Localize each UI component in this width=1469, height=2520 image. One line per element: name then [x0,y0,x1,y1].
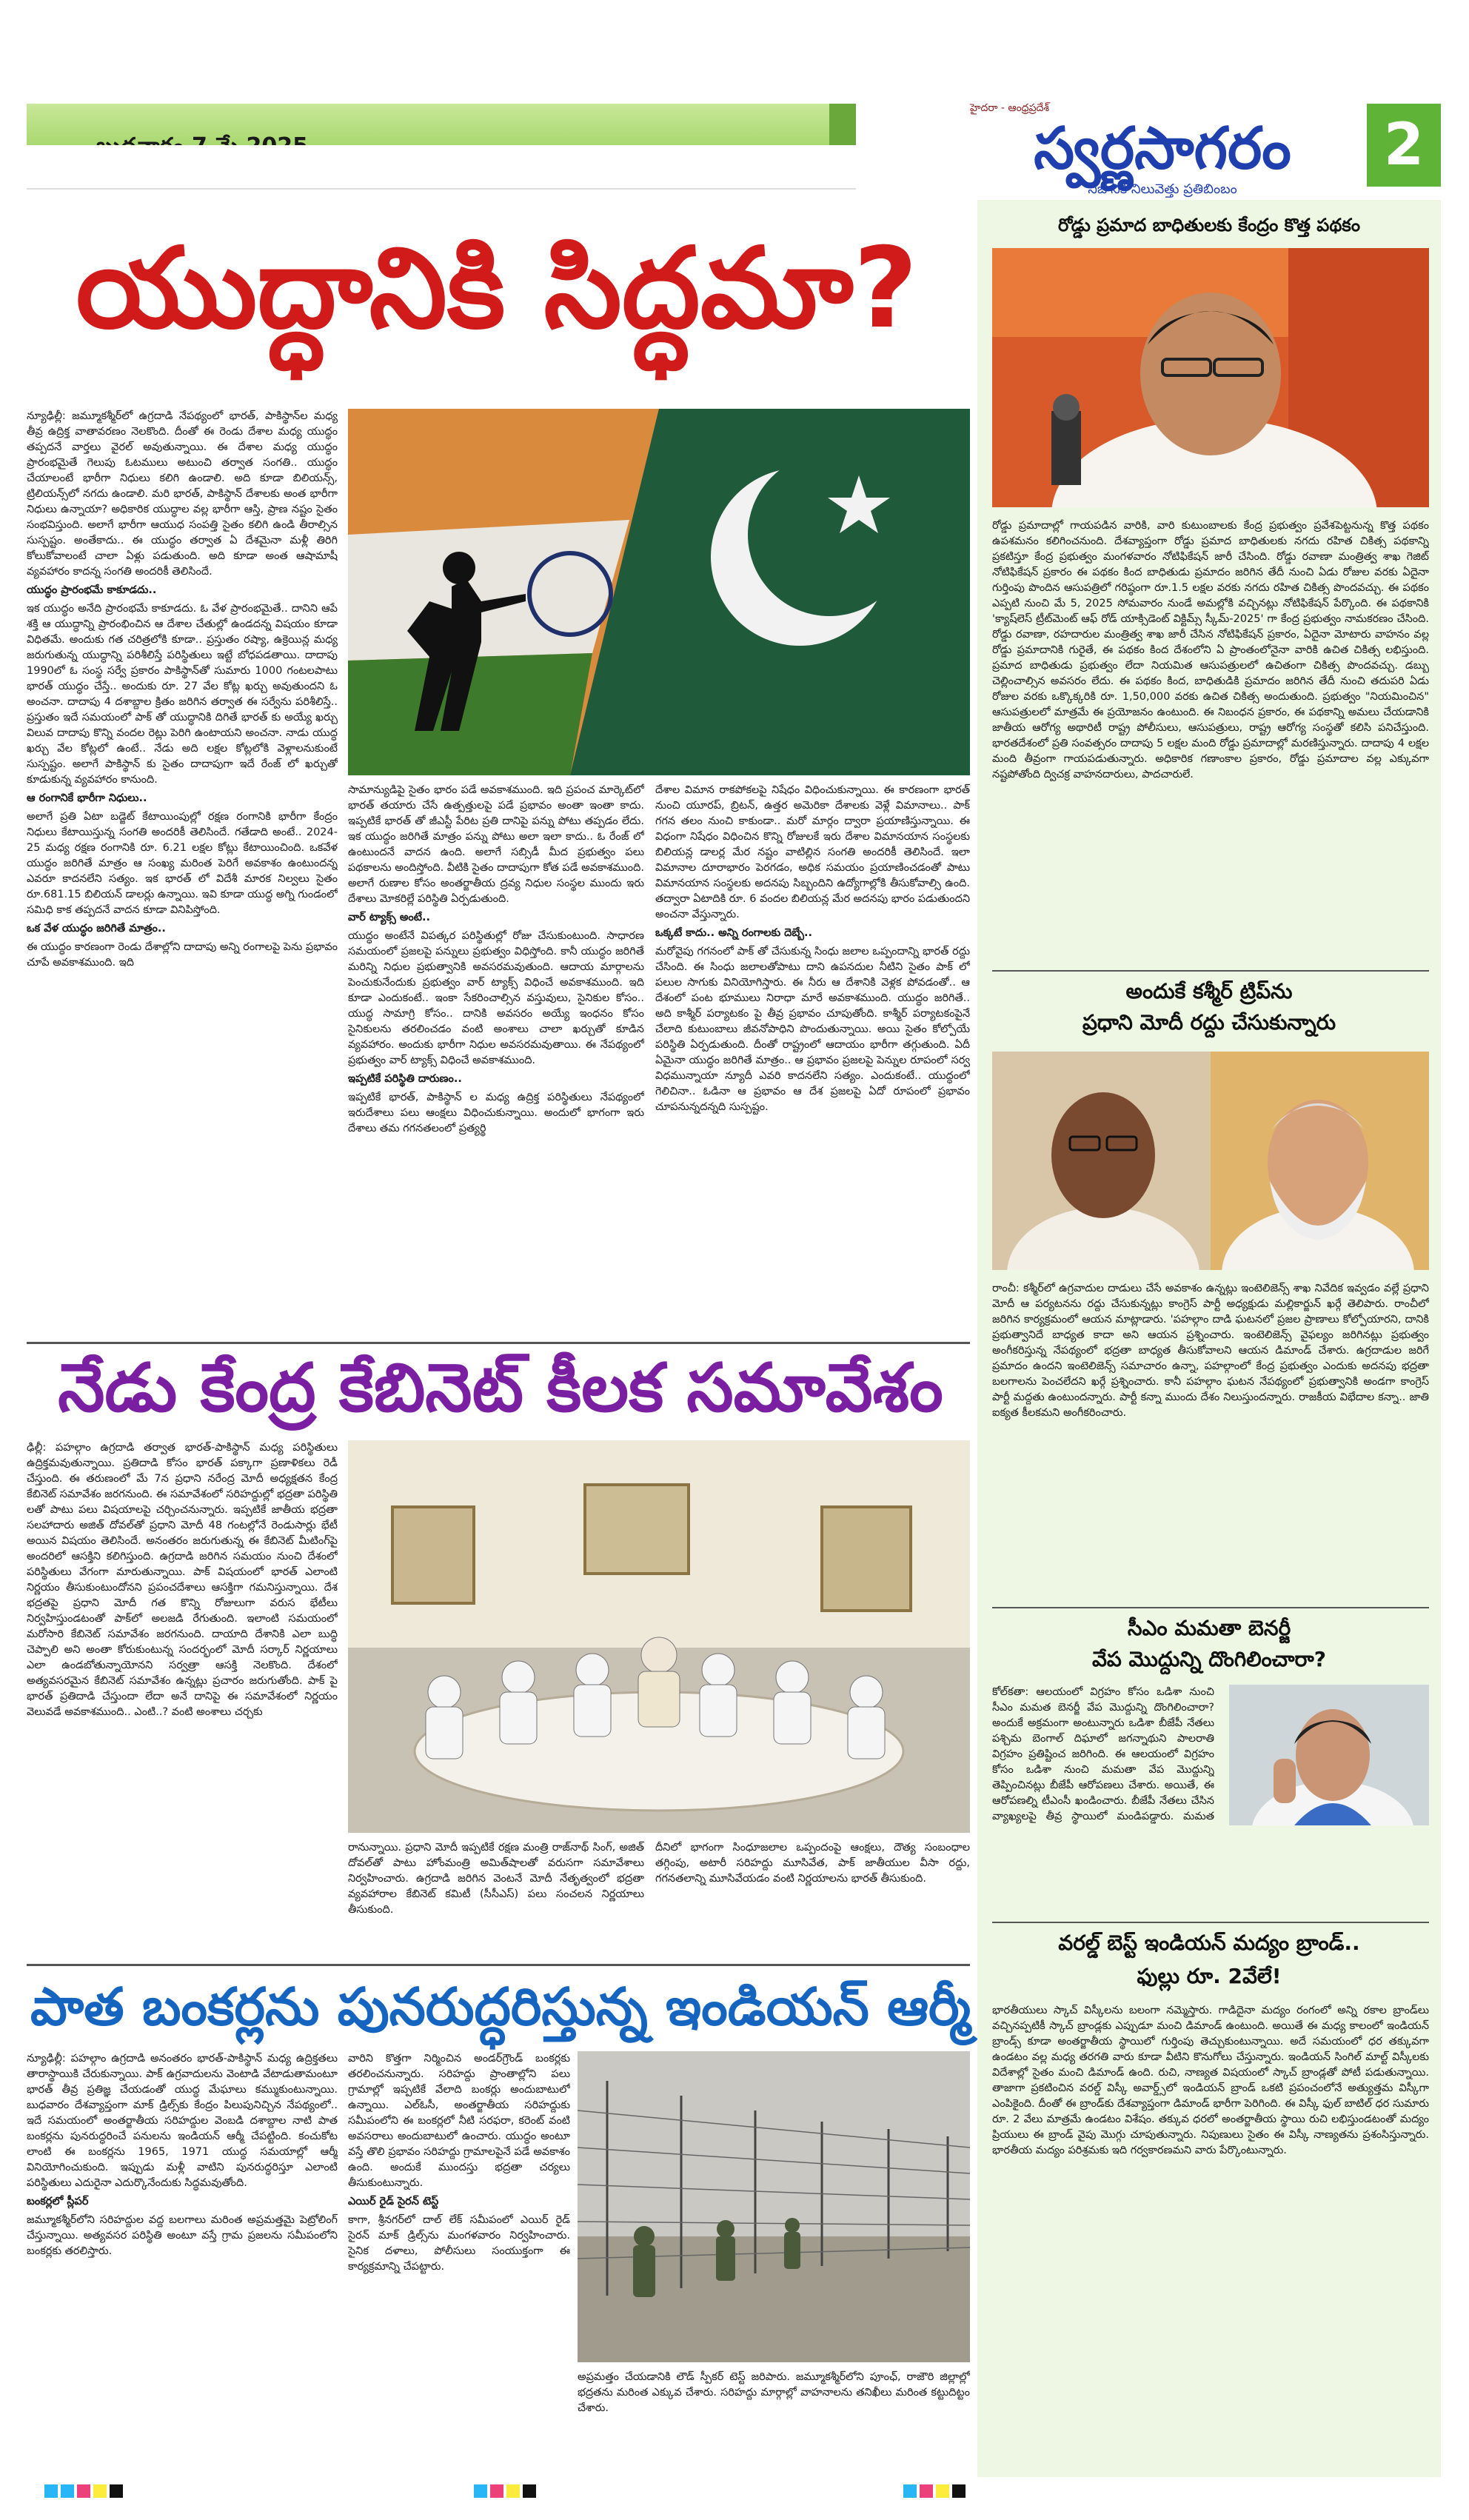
masthead-tagline: నిజానికి నిలువెత్తు ప్రతిబింబం [1088,181,1237,197]
masthead-top-line: హైదరా - ఆంధ్రప్రదేశ్ [970,102,1050,114]
sidebar-divider [992,970,1429,972]
story3-para: జమ్మూకశ్మీర్‌లోని సరిహద్దుల వద్ద బలగాలు మరింత అప్రమత్తమై పెట్రోలింగ్ చేస్తున్నాయి. అత్యవసర పరిస్థితి అంటూ వస్తే గ్రామ ప్రజలను సమీపంలోని బంకర్లకు తరలిస్తారు. [27,2214,338,2257]
whisky-story: భారతీయులు స్కాచ్ విస్కీలను బలంగా నమ్మెస్తారు. గాడిదైనా మద్యం రంగంలో అన్ని రకాల బ్రాండ్‌లు వచ్చినప్పటికీ స్కాచ్ బ్రాండ్లకు ఎప్పుడూ మంచి డిమాండ్ ఉంటుంది. అయితే ఈ మధ్య కాలంలో ఇండియన్ బ్రాండ్స్ కూడా అంతర్జాతీయ స్థాయిలో గుర్తింపు తెచ్చుకుంటున్నాయి. అదే సమయంలో ధర తక్కువగా ఉండటం వల్ల మధ్య తరగతి వారు కూడా వీటిని కొనుగోలు చేస్తున్నారు. ఇండియన్ సింగిల్ మాల్ట్ విస్కీలకు విదేశాల్లో సైతం మంచి డిమాండ్ ఉంది. రుచి, నాణ్యత విషయంలో స్కాచ్ బ్రాండ్లతో పోటీ పడుతున్నాయి. తాజాగా ప్రకటించిన వరల్డ్ విస్కీ అవార్డ్స్‌లో ఇండియన్ బ్రాండ్ ఒకటి ప్రపంచంలోనే అత్యుత్తమ విస్కీగా ఎంపికైంది. దీంతో ఈ బ్రాండ్‌కు దేశవ్యాప్తంగా డిమాండ్ భారీగా పెరిగింది. ఈ విస్కీ ఫుల్ బాటిల్ ధర సుమారు రూ. 2 వేలు మాత్రమే ఉండటం విశేషం. తక్కువ ధరలో అంతర్జాతీయ స్థాయి రుచి లభిస్తుండటంతో మద్యం ప్రియులు ఈ బ్రాండ్ వైపు మొగ్గు చూపుతున్నారు. నిపుణులు సైతం ఈ విస్కీ నాణ్యతను ప్రశంసిస్తున్నారు. భారతీయ మద్యం పరిశ్రమకు ఇది గర్వకారణమని వారు పేర్కొంటున్నారు. [992,2005,1429,2156]
sidebar-divider [992,1607,1429,1608]
mamata-headline-line2: వేప మొద్దున్ని దొంగిలించారా? [1091,1647,1327,1671]
header-underbar [27,145,856,190]
story1-para: సామాన్యుడిపై సైతం భారం పడే అవకాశముంది. ఇది ప్రపంచ మార్కెట్‌లో భారత్ తయారు చేసే ఉత్పత్తులపై పడే ప్రభావం అంతా ఇంతా కాదు. ఇప్పటికే భారత్ తో జీఎస్టీ పేరిట ప్రతి దానిపై పన్ను పోటు తప్పడం లేదు. ఇక యుద్ధం జరిగితే మాత్రం పన్ను పోటు అలా ఇలా కాదు.. ఓ రేంజ్ లో ఉంటుందనే వాదన ఉంది. అలాగే సబ్సిడీ మీద ప్రభుత్వం పలు పథకాలను అందిస్తోంది. వీటికి సైతం దాదాపుగా కోత పడే అవకాశముంది. అలాగే రుణాల కోసం అంతర్జాతీయ ద్రవ్య నిధుల సంస్థల ముందు ఇరు దేశాలు మోకరిల్లే పరిస్థితి ఏర్పడుతుంది. [348,784,644,905]
story3-para: వారిని కొత్తగా నిర్మించిన అండర్‌గ్రౌండ్ బంకర్లకు తరలించనున్నారు. సరిహద్దు ప్రాంతాల్లోని పలు గ్రామాల్లో ఇప్పటికే వేలాది బంకర్లు అందుబాటులో ఉన్నాయి. ఎల్ఓసీ, అంతర్జాతీయ సరిహద్దుకు సమీపంలోని ఈ బంకర్లలో నీటి సరఫరా, కరెంట్ వంటి అవసరాలు అందుబాటులో ఉంచారు. యుద్ధం అంటూ వస్తే తొలి ప్రభావం సరిహద్దు గ్రామాలపైనే పడే అవకాశం ఉంది. అందుకే ముందస్తు భద్రతా చర్యలు తీసుకుంటున్నారు. [348,2053,570,2189]
soldier-flags-photo [348,409,970,775]
story1-para: దేశాల విమాన రాకపోకలపై నిషేధం విధించుకున్నాయి. ఈ కారణంగా భారత్ నుంచి యూరప్, బ్రిటన్, ఉత్తర అమెరికా దేశాలకు వెళ్లే విమానాలు.. పాక్ గగన తలం నుంచి కాకుండా.. మరో మార్గం ద్వారా ప్రయాణిస్తున్నాయి. ఈ విధంగా నిషేధం విధించిన కొన్ని రోజులకే ఇరు దేశాల విమానయాన సంస్థలకు బిలియన్ల డాలర్ల మేర నష్టం వాటిల్లిన సంగతి అందరికీ తెలిసిందే. ఇలా విమానాల దూరాభారం పెరగడం, అధిక సమయం ప్రయాణించడంతో పాటు విమానయాన సంస్థలకు అదనపు సిబ్బందిని ఉద్యోగాల్లోకి తీసుకోవాల్సి ఉంది. తద్వారా ఏటాదికి రూ. 6 వందల బిలియన్ల మేర అదనపు భారం పడుతుందని అంచనా వేస్తున్నారు. [655,784,970,920]
story-divider [27,1342,970,1344]
road-accident-story: రోడ్డు ప్రమాదాల్లో గాయపడిన వారికి, వారి కుటుంబాలకు కేంద్ర ప్రభుత్వం ప్రవేశపెట్టనున్న కొత్త పథకం ఉపశమనం కలిగించనుంది. దేశవ్యాప్తంగా రోడ్డు ప్రమాద బాధితులకు నగదు రహిత చికిత్స పథకాన్ని ప్రకటిస్తూ కేంద్ర ప్రభుత్వం మంగళవారం నోటిఫికేషన్ జారీ చేసింది. రోడ్డు రవాణా మంత్రిత్వ శాఖ గెజిట్ నోటిఫికేషన్ ప్రకారం ఈ పథకం కింద బాధితుడు ప్రమాదం జరిగిన తేదీ నుంచి ఏడు రోజుల వరకు ఏదైనా గుర్తింపు పొందిన ఆసుపత్రిలో గరిష్ఠంగా రూ.1.5 లక్షల వరకు నగదు రహిత చికిత్స పొందవచ్చు. ఈ పథకం ఎప్పటి నుంచి మే 5, 2025 సోమవారం నుండే అమల్లోకి వచ్చినట్లు నోటిఫికేషన్ పేర్కొంది. ఈ పథకానికి 'క్యాష్‌లెస్ ట్రీట్‌మెంట్ ఆఫ్ రోడ్ యాక్సిడెంట్ విక్టిమ్స్ స్కీమ్-2025' గా కేంద్ర ప్రభుత్వం నామకరణం చేసింది. రోడ్డు రవాణా, రహదారుల మంత్రిత్వ శాఖ జారీ చేసిన నోటిఫికేషన్ ప్రకారం, ఏదైనా మోటారు వాహనం వల్ల రోడ్డు ప్రమాదానికి గురైతే, ఈ పథకం కింద దేశంలోని ఏ ప్రాంతంలోనైనా వారికి ఉచిత చికిత్స లభిస్తుంది. ప్రమాద బాధితుడు ప్రభుత్వం లేదా నియమిత ఆసుపత్రులలో ఉచితంగా చికిత్స పొందవచ్చు. డబ్బు చెల్లించాల్సిన అవసరం లేదు. ఈ పథకం కింద, బాధితుడికి ప్రమాదం జరిగిన తేదీ నుంచి తదుపరి ఏడు రోజుల వరకు ఒక్కొక్కరికి రూ. 1,50,000 వరకు ఉచిత చికిత్స అందుతుంది. ప్రభుత్వం "నియమించిన" ఆసుపత్రులలో మాత్రమే ఈ ప్రయోజనం ఉంటుంది. ఈ నిబంధన ప్రకారం, ఈ పథకాన్ని అమలు చేయడానికి జాతీయ ఆరోగ్య అథారిటీ రాష్ట్ర పోలీసులు, ఆసుపత్రులు, రాష్ట్ర ఆరోగ్య సంస్థతో కలిసి పనిచేస్తుంది. భారతదేశంలో ప్రతి సంవత్సరం దాదాపు 5 లక్షల మంది రోడ్డు ప్రమాదాల్లో మరణిస్తున్నారు. దాదాపు 4 లక్షల మంది తీవ్రంగా గాయపడుతున్నారు. అధికారిక గణాంకాల ప్రకారం, రోడ్డు ప్రమాదాల వల్ల ఎక్కువగా నష్టపోతోంది ద్విచక్ర వాహనదారులు, పాదచారులే. [992,520,1429,781]
story3-column-3: అప్రమత్తం చేయడానికి లౌడ్ స్పీకర్ టెస్ట్ జరిపారు. జమ్మూకశ్మీర్‌లోని పూంఛ్, రాజౌరి జిల్లాల్లో భద్రతను మరింత ఎక్కువ చేశారు. సరిహద్దు మార్గాల్లో వాహనాలను తనిఖీలు మరింత కట్టుదిట్టం చేశారు. [578,2371,970,2414]
story1-para: ఇప్పటికే భారత్, పాకిస్థాన్ ల మధ్య ఉద్రిక్త పరిస్థితులు నేపథ్యంలో ఇరుదేశాలు పలు ఆంక్షలు విధించుకున్నాయి. అందులో భాగంగా ఇరు దేశాలు తమ గగనతలంలో ప్రత్యర్థి [348,1092,644,1134]
bunker-headline: పాత బంకర్లను పునరుద్ధరిస్తున్న ఇండియన్ ఆర్మీ [30,1976,971,2037]
story3-subhead: బంకర్లలో స్లీపర్ [27,2196,89,2207]
story3-column-1 [27,2051,338,2462]
mamata-headline-line1: సీఎం మమతా బెనర్జీ [1127,1616,1291,1640]
kashmir-trip-headline-line2: ప్రధాని మోదీ రద్దు చేసుకున్నారు [1082,1010,1336,1035]
story1-subhead: వార్ ట్యాక్స్ అంటే.. [348,912,430,923]
whisky-headline-line2: ఫుల్లు రూ. 2వేలే! [1137,1964,1282,1988]
sidebar-divider [992,1922,1429,1923]
story1-column-1 [27,409,338,1342]
story1-para: న్యూఢిల్లీ: జమ్మూకశ్మీర్‌లో ఉగ్రదాడి నేపథ్యంలో భారత్, పాకిస్థాన్‌ల మధ్య తీవ్ర ఉద్రిక్త వాతావరణం నెలకొంది. దీంతో ఈ రెండు దేశాల మధ్య యుద్ధం తప్పదనే వార్తలు వైరల్ అవుతున్నాయి. ఈ దేశాల మధ్య యుద్ధం ప్రారంభమైతే గెలుపు ఓటములు అటుంచి తర్వాత సంగతి.. యుద్ధం చేయాలంటే భారీగా నిధులు కలిగి ఉండాలి. అది కూడా బిలియన్స్, ట్రిలియన్స్‌లో నగదు ఉండాలి. మరి భారత్, పాకిస్థాన్ దేశాలకు అంత భారీగా నిధులు ఉన్నాయా? అధికారిక యుద్ధాల వల్ల భారీగా ఆస్తి, ప్రాణ నష్టం సైతం సంభవిస్తుంది. అలాగే భారీగా ఆయుధ సంపత్తి సైతం కలిగి ఉండి తీరాల్సిన సుస్పష్టం. అంతేకాదు.. ఈ యుద్ధం తర్వాత ఏ దేశమైనా మళ్లీ తిరిగి కోలుకోవాలంటే చాలా ఏళ్లు పడుతుంది. అది కూడా అంత ఆషామాషీ వ్యవహారం కాదన్న సంగతి అందరికీ తెలిసిందే. [27,410,338,578]
mamata-photo [1229,1685,1429,1825]
story1-subhead: ఒక్కటే కాదు.. అన్ని రంగాలకు దెబ్బే.. [655,927,813,939]
mamata-story-part1: కోల్‌కతా: ఆలయంలో విగ్రహం కోసం ఒడిశా నుంచి సీఎం మమత బెనర్జీ వేప మొద్దున్ని దొంగిలించారా? అందుకే అక్రమంగా అంటున్నారు ఒడిశా బీజేపీ నేతలు పశ్చిమ బెంగాల్ దిఘాలో జగన్నాథుని పాలరాతి విగ్రహం ప్రతిష్టించ జరిగింది. ఈ ఆలయంలో విగ్రహం కోసం ఒడిశా నుంచి మమతా వేప మొద్దున్ని తెప్పించినట్లు బీజేపీ ఆరోపణలు చేశారు. అయితే, ఈ ఆరోపణల్ని టీఎంసీ ఖండించారు. బీజేపీ నేతలు చేసిన వ్యాఖ్యలపై తీవ్ర స్థాయిలో మండిపడ్డారు. మమత [992,1686,1214,1822]
story1-para: ఈ యుద్ధం కారణంగా రెండు దేశాల్లోని దాదాపు అన్ని రంగాలపై పెను ప్రభావం చూపే అవకాశముంది. ఇది [27,941,338,969]
header-bar-accent [829,104,856,145]
whisky-headline-line1: వరల్డ్ బెస్ట్ ఇండియన్ మద్యం బ్రాండ్.. [1058,1931,1360,1955]
story1-subhead: యుద్ధం ప్రారంభమే కాకూడదు.. [27,584,157,596]
story1-para: యుద్ధం అంటేనే విపత్కర పరిస్థితుల్లో రోజు చేసుకుంటుంది. సాధారణ సమయంలో ప్రజలపై పన్నులు ప్రభుత్వం విధిస్తోంది. కానీ యుద్ధం జరిగితే మరిన్ని నిధుల ప్రభుత్వానికి అవసరమవుతుంది. ఆదాయ మార్గాలను పెంచుకునేందుకు ప్రభుత్వం వార్ ట్యాక్స్ విధించే అవకాశముంది. ఇది కూడా ఎందుకంటే.. ఇంకా సేకరించాల్సిన వస్తువులు, సైనికుల కోసం.. యుద్ధ సామాగ్రి కోసం.. దానికి అవసరం అయ్యే ఇంధనం కోసం సైనికులను తరలించడం వంటి అంశాలు చాలా ఖర్చుతో కూడిన వ్యవహారం. అందుకు భారీగా నిధుల అవసరమవుతాయి. ఈ నేపథ్యంలో ప్రభుత్వం వార్ ట్యాక్స్ విధించే అవకాశముంది. [348,930,644,1066]
story1-subhead: ఆ రంగానికే భారీగా నిధులు.. [27,792,147,804]
print-color-marks-right [903,2484,968,2501]
kashmir-trip-story: రాంచీ: కశ్మీర్‌లో ఉగ్రవాదుల దాడులు చేసే అవకాశం ఉన్నట్లు ఇంటెలిజెన్స్ శాఖ నివేదిక ఇవ్వడం వల్లే ప్రధాని మోదీ ఆ పర్యటనను రద్దు చేసుకున్నట్లు కాంగ్రెస్ పార్టీ అధ్యక్షుడు మల్లికార్జున్ ఖర్గే తెలిపారు. రాంచీలో జరిగిన కార్యక్రమంలో ఆయన మాట్లాడారు. 'పహల్గాం దాడి ఘటనలో ప్రజల ప్రాణాలు కోల్పోయారని, దానికి ప్రభుత్వానిదే బాధ్యత కాదా అని ఆయన ప్రశ్నించారు. ఇంటెలిజెన్స్ వైఫల్యం జరిగినట్లు ప్రభుత్వం అంగీకరిస్తున్న నేపథ్యంలో భద్రతా బాధ్యత తీసుకోవాలని ఆయన డిమాండ్ చేశారు. ఉగ్రదాడుల జరిగే ప్రమాదం ఉందని ఇంటెలిజెన్స్ సమాచారం ఉన్నా, పహల్గాంలో కేంద్ర ప్రభుత్వం ఎందుకు అదనపు భద్రతా బలగాలను పెంచలేదని ఖర్గే ప్రశ్నించారు. కానీ పహల్గాం ఘటన నేపథ్యంలో ప్రభుత్వానికి అండగా కాంగ్రెస్ పార్టీ మద్దతు ఉంటుందన్నారు. పార్టీ కన్నా ముందు దేశం నిలుస్తుందన్నారు. రాజకీయ విభేదాల కన్నా.. జాతి ఐక్యత కీలకమని అంగీకరించారు. [992,1283,1429,1419]
story1-para: ఇక యుద్ధం అనేది ప్రారంభమే కాకూడదు. ఓ వేళ ప్రారంభమైతే.. దానిని ఆపే శక్తి ఆ యుద్ధాన్ని ప్రారంభించిన ఆ దేశాల చేతుల్లో ఉండదన్న విషయం కూడా విధితమే. అందుకు గత చరిత్రలోకి కూడా.. ప్రస్తుతం రష్యా, ఉక్రెయిన్ల మధ్య జరుగుతున్న యుద్ధాన్ని పరిశీలిస్తే పరిస్థితులు ఇట్టే బోధపడతాయి. దాదాపు 1990లో ఓ సంస్థ సర్వే ప్రకారం పాకిస్థాన్‌తో సుమారు 1000 గంటలపాటు భారత్ యుద్ధం చేస్తే.. అందుకు రూ. 27 వేల కోట్ల ఖర్చు అవుతుందని ఓ అంచనా. దాదాపు 4 దశాబ్దాల క్రితం జరిగిన తర్వాత ఈ సర్వేను పరిశీలిస్తే.. ప్రస్తుతం ఇదే సమయంలో పాక్ తో యుద్ధానికి దిగితే భారత్ కు అయ్యే ఖర్చు విలువ దాదాపు కొన్ని వందల రెట్లు పెరిగి ఉంటాయని అంచనా. నాడు యుద్ధ ఖర్చు వేల కోట్లలో ఉంటే.. నేడు అది లక్షల కోట్లలోకి వెళ్లాలనుకుంటే సుస్పష్టం. అలాగే పాకిస్థాన్ కు సైతం దాదాపుగా ఇదే రేంజ్ లో ఖర్చుతో కూడుకున్న వ్యవహారం కానుంది. [27,603,338,786]
border-fence-illustration [578,2051,970,2362]
main-headline: యుద్ధానికి సిద్ధమా? [76,224,918,353]
mamata-illustration [1229,1685,1429,1825]
kashmir-trip-headline-line1: అందుకే కశ్మీర్ ట్రిప్‌ను [1125,979,1293,1003]
print-color-marks-center [474,2484,539,2501]
story3-column-2 [348,2051,570,2462]
story2-column-2: రానున్నాయి. ప్రధాని మోదీ ఇప్పటికే రక్షణ మంత్రి రాజ్‌నాథ్ సింగ్, అజిత్ దోవల్‌తో పాటు హోంమంత్రి అమిత్‌షాలతో వరుసగా సమావేశాలు నిర్వహించారు. ఉగ్రదాడి జరిగిన వెంటనే మోదీ నేతృత్వంలో భద్రతా వ్యవహారాల కేబినెట్ కమిటీ (సీసీఎస్) పలు సంచలన నిర్ణయాలు తీసుకుంది. [348,1842,644,1916]
gadkari-photo [992,248,1429,507]
kharge-modi-illustration [992,1052,1429,1270]
story2-column-3: దీనిలో భాగంగా సింధూజలాల ఒప్పందంపై ఆంక్షలు, దౌత్య సంబంధాల తగ్గింపు, అటారీ సరిహద్దు మూసివేత, పాక్ జాతీయుల వీసా రద్దు, గగనతలాన్ని మూసివేయడం వంటి నిర్ణయాలను భారత్ తీసుకుంది. [655,1842,970,1885]
story3-subhead: ఎయిర్ రైడ్ సైరన్ టెస్ట్ [348,2196,439,2207]
story1-subhead: ఒక వేళ యుద్ధం జరిగితే మాత్రం.. [27,923,166,935]
page-number: 2 [1367,104,1441,187]
soldier-flags-illustration [348,409,970,775]
print-color-marks-left [44,2484,126,2501]
story2-column-1: ఢిల్లీ: పహల్గాం ఉగ్రదాడి తర్వాత భారత్-పాకిస్థాన్ మధ్య పరిస్థితులు ఉద్రిక్తమవుతున్నాయి. ప్రతిదాడి కోసం భారత్ పక్కాగా ప్రణాళికలు రెడీ చేస్తుంది. ఈ తరుణంలో మే 7న ప్రధాని నరేంద్ర మోదీ అధ్యక్షతన కేంద్ర కేబినెట్ సమావేశం జరగనుంది. ఈ సమావేశంలో సరిహద్దుల్లో భద్రతా పరిస్థితి లతో పాటు పలు విషయాలపై చర్చించనున్నారు. ఇప్పటికే జాతీయ భద్రతా సలహాదారు అజిత్ దోవల్‌తో ప్రధాని మోదీ 48 గంటల్లోనే రెండుసార్లు భేటీ అయిన విషయం తెలిసిందే. అనంతరం జరుగుతున్న ఈ కేబినెట్ మీటింగ్‌పై అందరిలో ఆసక్తిని కలిగిస్తుంది. ఉగ్రదాడి జరిగిన సమయం నుంచి దేశంలో పరిస్థితులు వేగంగా మారుతున్నాయి. పాక్ విషయంలో భారత్ ఎలాంటి నిర్ణయం తీసుకుంటుందోనని ప్రపంచదేశాలు ఆసక్తిగా గమనిస్తున్నాయి. దేశ భద్రతపై ప్రధాని మోదీ గత కొన్ని రోజులుగా వరుస భేటీలు నిర్వహిస్తుండటంతో పాక్‌లో అలజడి రేగుతుంది. ఇలాంటి సమయంలో మరోసారి కేబినెట్ సమావేశం జరగనుంది. దాయాది దేశానికి ఎలా బుద్ధి చెప్పాలి అని అంతా కోరుకుంటున్న సందర్భంలో మోదీ సర్కార్‌ నిర్ణయాలు ఎలా ఉండబోతున్నాయోనని సర్వత్రా ఆసక్తి నెలకొంది. దేశంలో అత్యవసరమైన కేబినెట్ సమావేశం ఉన్నట్లు ప్రచారం జరుగుతోంది. పాక్ పై భారత్ ప్రతిదాడి చేస్తుందా లేదా అనే దానిపై ఈ సమావేశంలో నిర్ణయం వెలువడే అవకాశముంది.. ఎంటి..? వంటి అంశాలు చర్చకు [27,1442,338,1718]
story3-para: కాగా, శ్రీనగర్‌లో దాల్ లేక్ సమీపంలో ఎయిర్ రైడ్ సైరన్ మాక్ డ్రిల్స్‌ను మంగళవారం నిర్వహించారు. సైనిక దళాలు, పోలీసులు సంయుక్తంగా ఈ కార్యక్రమాన్ని చేపట్టారు. [348,2214,570,2273]
story1-subhead: ఇప్పటికే పరిస్థితి దారుణం.. [348,1073,462,1085]
masthead [970,102,1355,197]
kharge-modi-photo [992,1052,1429,1270]
story3-para: న్యూఢిల్లీ: పహల్గాం ఉగ్రదాడి అనంతరం భారత్-పాకిస్థాన్ మధ్య ఉద్రిక్తతలు తారాస్థాయికి చేరుకున్నాయి. పాక్ ఉగ్రవాదులను వెంటాడి వేటాడుతామంటూ భారత్ తీవ్ర ప్రతిజ్ఞ చేయడంతో యుద్ధ మేఘాలు కమ్ముకుంటున్నాయి. బుధవారం దేశవ్యాప్తంగా మాక్ డ్రిల్స్‌కు కేంద్రం పిలుపునిచ్చిన నేపథ్యంలో.. ఇదే సమయంలో అంతర్జాతీయ సరిహద్దుల వెంబడి దశాబ్దాల నాటి పాత బంకర్లను పునరుద్ధరించే పనులను ఇండియన్ ఆర్మీ చేపట్టింది. కంచుకోట లాంటి ఈ బంకర్లను 1965, 1971 యుద్ధ సమయాల్లో ఆర్మీ వినియోగించుకుంది. ఇప్పుడు మళ్లీ వాటిని పునరుద్ధరిస్తూ ఎలాంటి పరిస్థితులు ఎదురైనా ఎదుర్కొనేందుకు సిద్ధమవుతోంది. [27,2053,338,2189]
cabinet-headline: నేడు కేంద్ర కేబినెట్ కీలక సమావేశం [58,1349,943,1427]
story1-column-3 [655,783,970,1334]
cabinet-meeting-illustration [348,1440,970,1833]
border-fence-photo [578,2051,970,2362]
gadkari-illustration [992,248,1429,507]
road-accident-headline: రోడ్డు ప్రమాద బాధితులకు కేంద్రం కొత్త పథకం [1057,215,1361,235]
story-divider [27,1964,970,1966]
story1-para: మరోవైపు గగనంలో పాక్ తో చేసుకున్న సింధు జలాల ఒప్పందాన్ని భారత్ రద్దు చేసింది. ఈ సింధు జలాలతోపాటు దాని ఉపనదుల నీటిని సైతం పాక్ లో పలుల సాగుకు వినియోగిస్తారు. ఈ నీరు ఆ దేశానికి వెళ్లక పోవడంతో.. ఆ దేశంలో పంట భూములు నిరాధా మారే అవకాశముంది. యుద్ధం జరిగితే.. అది కాశ్మీర్ పర్యాటకం పై తీవ్ర ప్రభావం చూపుతోంది. కాశ్మీర్ పర్యాటకంపైనే చేలాది కుటుంబాలు జీవనోపాధిని పొందుతున్నాయి. అయి సైతం కోల్పోయే పరిస్థితి ఏర్పడుతుంది. దీంతో రాష్ట్రంలో ఆదాయం భారీగా తగ్గుతుంది. ఏదీ ఏమైనా యుద్ధం జరిగితే మాత్రం.. ఆ ప్రభావం ప్రజలపై పెన్నుల రూపంలో సర్వ విధమున్నాయా న్యూదీ ఎవరి కాదనలేని సత్యం. ఎందుకంటే.. యుద్ధంలో గెలిచినా.. ఓడినా ఆ ప్రభావం ఆ దేశ ప్రజలపై ఏదో రూపంలో ప్రభావం చూపనున్నదన్నది సుస్పష్టం. [655,946,970,1113]
story1-column-2 [348,783,644,1334]
story1-para: అలాగే ప్రతి ఏటా బడ్జెట్ కేటాయింపుల్లో రక్షణ రంగానికి భారీగా కేంద్రం నిధులు కేటాయిస్తున్న సంగతి అందరికీ తెలిసిందే. గతేడాది అంటే.. 2024-25 మధ్య రక్షణ రంగానికి రూ. 6.21 లక్షల కోట్లు కేటాయించింది. ఒకవేళ యుద్ధం జరిగితే మాత్రం ఆ సంఖ్య మరింత పెరిగే అవకాశం ఉంటుందన్న ఎవరూ కాదనలేని సత్యం. ఇక భారత్ లో విదేశీ మారక నిల్వలు సైతం రూ.681.15 బిలియన్ డాలర్లు ఉన్నాయి. ఇవి కూడా యుద్ధ అగ్ని గుండంలో సమిధి కాక తప్పదనే వాదన కూడా వినిపిస్తోంది. [27,811,338,916]
masthead-title: స్వర్ణసాగరం [1034,115,1291,182]
cabinet-meeting-photo [348,1440,970,1833]
